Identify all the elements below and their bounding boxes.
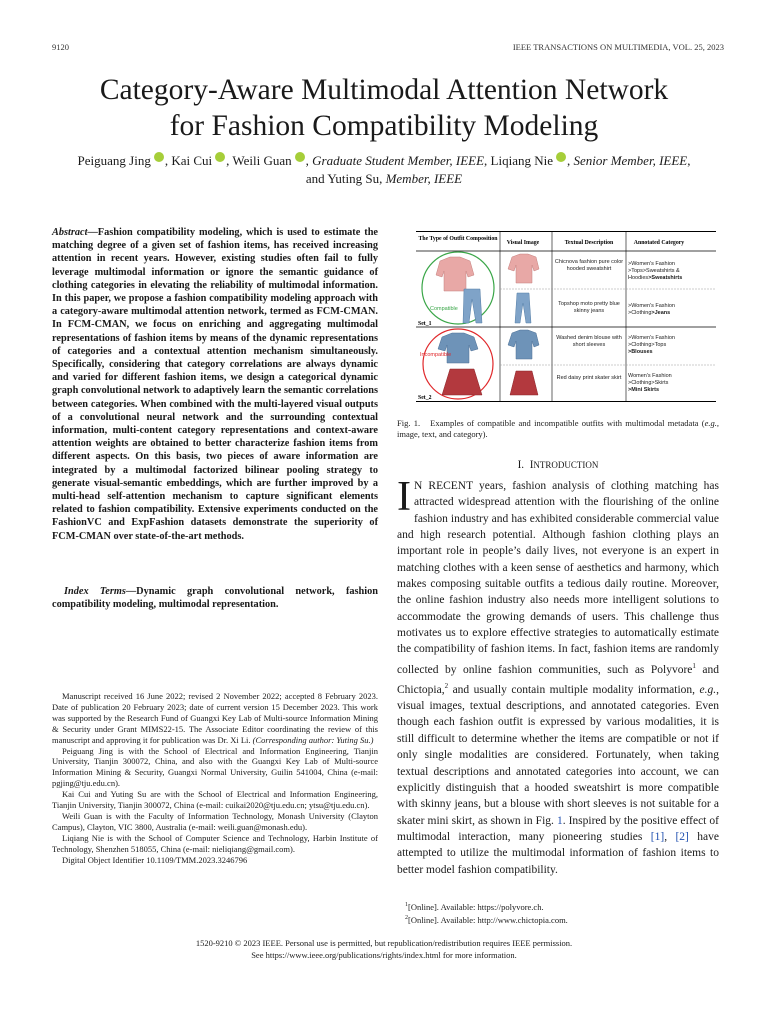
- sweatshirt-thumbnail: [508, 254, 539, 283]
- index-terms: [52, 585, 378, 611]
- author-role: Senior Member, IEEE: [573, 153, 688, 168]
- section-heading: I. INTRODUCTION: [517, 459, 599, 471]
- manuscript-footnote: [52, 691, 378, 866]
- abstract-label: Abstract: [52, 227, 88, 238]
- author-name: and Yuting Su: [305, 171, 380, 186]
- col-header: Textual Description: [564, 240, 614, 246]
- citation-link[interactable]: [2]: [675, 830, 689, 843]
- incompatible-label: Incompatible: [420, 352, 452, 358]
- drop-cap: I: [397, 474, 411, 520]
- orcid-icon[interactable]: [154, 152, 164, 162]
- doi: Digital Object Identifier 10.1109/TMM.2023.3246796: [62, 854, 248, 865]
- footnote: $^2$[Online]. Available: http://www.chictopia.com.: [405, 915, 568, 926]
- annotated-category: >Women's Fashion >Clothing>Jeans: [628, 303, 675, 316]
- text-description: Red daisy print skater skirt: [556, 375, 622, 381]
- abstract-text: —Fashion compatibility modeling, which is used to estimate the matching degree of a given set of fashion items, has received increasing attention in recent years. However, existing studies often fail to fully leverage multimodal information or ignore the semantic guidance of clothing categories in elevating the reliability of multimodal information. In this paper, we propose a fashion compatibility modeling approach with a category-aware multimodal attention network, termed as FCM-CMAN. In FCM-CMAN, we focus on enriching and aggregating multimodal representations of fashion items by means of the dynamic representations of categories and a contextual attention mechanism simultaneously. Specifically, considering that category correlations are always dynamic and varied for different fashion items, we design a categorical dynamic graph convolutional network to adaptively learn the semantic correlations between categories. When combined with the multi-layered visual outputs of a convolutional neural network and the surrounding contextual information, multi-content category representations and context-aware attention weights are obtained to better characterize fashion items from different aspects. On this basis, two pieces of aware information are integrated by a multimodal factorized bilinear pooling strategy to generate visual-semantic embeddings, which are further improved by a multi-head self-attention mechanism to capture significant elements related to fashion compatibility. Extensive experiments conducted on the FashionVC and ExpFashion datasets demonstrate the superiority of FCM-CMAN over state-of-the-art methods.: [52, 227, 378, 542]
- author-role: Graduate Student Member, IEEE: [312, 153, 485, 168]
- sweatshirt-image: [436, 257, 474, 291]
- footnote-paragraph: Kai Cui and Yuting Su are with the School of Electrical and Information Engineering, Tianjin University, Tianjin 300072, China (e-mail: cuikai2020@tju.edu.cn; ytsu@tju.edu.cn).: [52, 789, 378, 811]
- col-header: Visual Image: [506, 240, 540, 246]
- set-label: Set_1: [418, 321, 432, 327]
- footnote-paragraph: Liqiang Nie is with the School of Computer Science and Technology, Harbin Institute of Technology, Shenzhen 518055, China (e-mail: nieliqiang@gmail.com).: [52, 832, 378, 854]
- footnote-paragraph: Peiguang Jing is with the School of Electrical and Information Engineering, Tianjin University, Tianjin 300072, China, and also with the Guangxi Key Lab of Multi-source Information Mining & Security, Guangxi Normal University, Guilin 541004, China (e-mail: pgjing@tju.edu.cn).: [52, 745, 378, 789]
- jeans-thumbnail: [515, 293, 531, 323]
- paper-title: [40, 72, 728, 144]
- index-terms-text: —Dynamic graph convolutional network, fashion compatibility modeling, multimodal representation.: [52, 586, 378, 611]
- orcid-icon[interactable]: [215, 152, 225, 162]
- author-name: Liqiang Nie: [490, 153, 553, 168]
- figure-1: [416, 231, 716, 402]
- copyright-notice: 1520-9210 © 2023 IEEE. Personal use is permitted, but republication/redistribution requires IEEE permission. See https://www.ieee.org/publications/rights/index.html for more information.: [0, 938, 768, 961]
- rights-link[interactable]: See https://www.ieee.org/publications/rights/index.html for more information.: [251, 949, 517, 960]
- footnote-paragraph: Weili Guan is with the Faculty of Information Technology, Monash University (Clayton Campus), Clayton, VIC 3800, Australia (e-mail: weili.guan@monash.edu).: [52, 810, 378, 832]
- footnotes: [397, 900, 719, 927]
- page-number: 9120: [52, 42, 69, 52]
- abstract: [52, 226, 378, 543]
- skirt-image: [442, 369, 482, 395]
- annotated-category: >Women's Fashion >Clothing>Tops >Blouses: [628, 335, 675, 355]
- title-line-1: Category-Aware Multimodal Attention Network: [99, 74, 669, 106]
- denim-blouse-image: [438, 333, 478, 363]
- figure-label: Fig. 1.: [397, 418, 421, 428]
- author-name: Kai Cui: [171, 153, 213, 168]
- figure-caption: Fig. 1. Examples of compatible and incompatible outfits with multimodal metadata (e.g., image, text, and category).: [397, 418, 720, 439]
- footnote-ref[interactable]: 2: [444, 681, 449, 690]
- col-header: The Type of Outfit Composition: [418, 236, 498, 242]
- author-role: Member, IEEE: [385, 171, 463, 186]
- skirt-thumbnail: [510, 371, 538, 395]
- orcid-icon[interactable]: [556, 152, 566, 162]
- author-name: Weili Guan: [232, 153, 292, 168]
- text-description: Washed denim blouse with short sleeves: [556, 335, 622, 348]
- figure-link[interactable]: 1: [556, 814, 563, 827]
- footnote: $^1$[Online]. Available: https://polyvore.ch.: [405, 901, 544, 912]
- blouse-thumbnail: [508, 330, 539, 359]
- compatible-label: Compatible: [430, 306, 458, 312]
- annotated-category: Women's Fashion >Clothing>Skirts >Mini Skirts: [628, 373, 672, 393]
- author-list: Peiguang Jing , Kai Cui , Weili Guan , Graduate Student Member, IEEE, Liqiang Nie , Senior Member, IEEE, and Yuting Su, Member, IEEE: [77, 153, 691, 186]
- corresponding-author: (Corresponding author: Yuting Su.): [252, 734, 374, 745]
- citation-link[interactable]: [1]: [650, 830, 665, 843]
- annotated-category: >Women's Fashion >Tops>Sweatshirts & Hoodies>Sweatshirts: [628, 261, 683, 281]
- introduction-text: I N RECENT years, fashion analysis of clothing matching has attracted widespread attention with the flourishing of the online fashion industry and has exhibited considerable commercial value and high research potential. Although fashion clothing plays an important role in people’s daily lives, not everyone is an expert in matching clothes with a keen sense of aesthetics and harmony, which makes composing suitable outfits a tedious daily routine. Moreover, the online fashion industry also needs more intelligent solutions to accommodate the growing demands of users. This challenge thus motivates us to explore effective strategies to automatically estimate the compatibility of fashion items. In fact, fashion items are randomly collected by online fashion communities, such as Polyvore$^1$ and Chictopia,$^2$ and usually contain multiple modality information, e.g., visual images, textual descriptions, and annotated categories. Even though each fashion outfit is expressed by various modalities, it is still difficult to determine whether the items are compatible or not if only single modalities are considered. Fortunately, when taking textual descriptions and annotated categories into account, we can explicitly distinguish that a hooded sweatshirt is more compatible with skinny jeans, but a blouse with short sleeves is not suitable for a skater mini skirt, as shown in Fig. 1. Inspired by the positive effect of multimodal interaction, many pioneering studies [1], [2] have attempted to utilize the multimodal information of fashion items to better model fashion compatibility.: [397, 474, 720, 876]
- footnote-paragraph: Manuscript received 16 June 2022; revised 2 November 2022; accepted 8 February 2023. Date of publication 20 February 2023; date of current version 15 December 2023. This work was supported by the Research Fund of Guangxi Key Lab of Multi-source Information Mining & Security under Grant MIMS22-15. The Associate Editor coordinating the review of this manuscript and approving it for publication was Dr. Xi Li.: [52, 691, 378, 745]
- set-label: Set_2: [418, 395, 432, 401]
- orcid-icon[interactable]: [295, 152, 305, 162]
- col-header: Annotated Category: [633, 240, 685, 246]
- index-terms-label: Index Terms: [64, 586, 126, 597]
- author-name: Peiguang Jing: [77, 153, 151, 168]
- jeans-image: [463, 289, 482, 323]
- footnote-ref[interactable]: 1: [692, 661, 696, 670]
- journal-header: IEEE TRANSACTIONS ON MULTIMEDIA, VOL. 25, 2023: [512, 42, 724, 52]
- text-description: Chicnova fashion pure color hooded sweatshirt: [554, 259, 624, 272]
- title-line-2: for Fashion Compatibility Modeling: [169, 110, 599, 142]
- text-description: Topshop moto pretty blue skinny jeans: [558, 301, 620, 314]
